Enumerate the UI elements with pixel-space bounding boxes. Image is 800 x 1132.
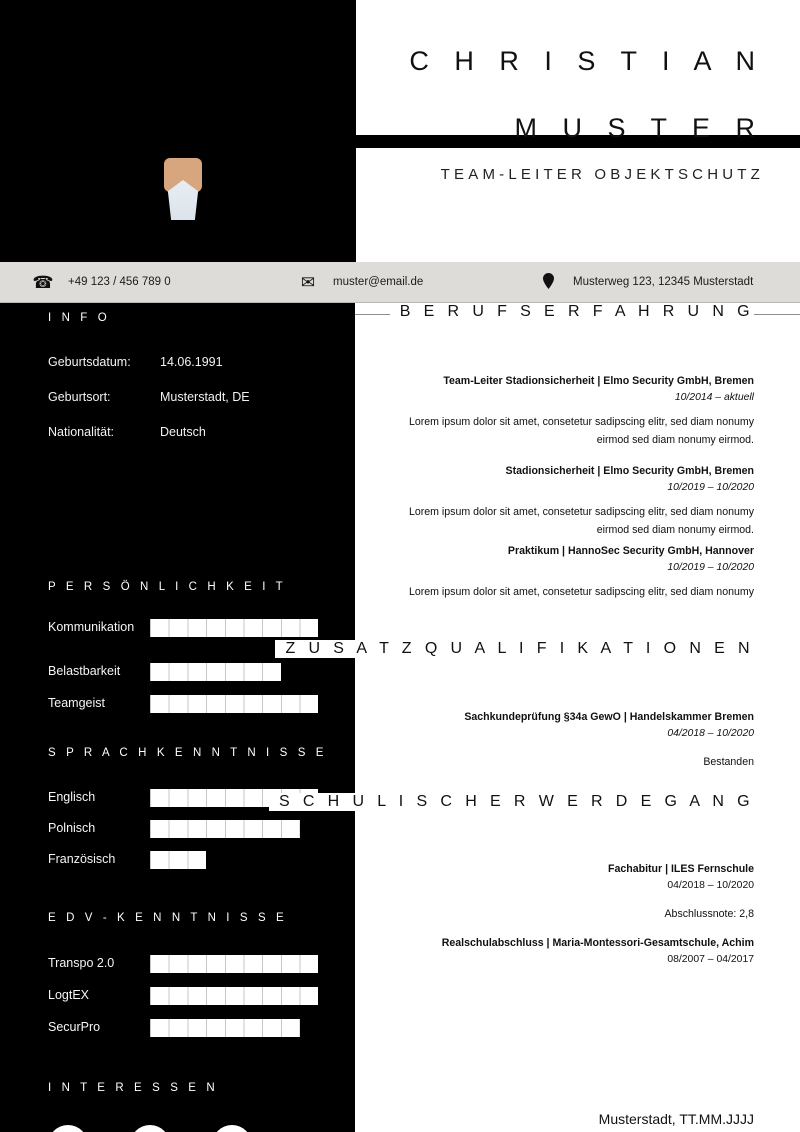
- header-band: [0, 0, 800, 262]
- skill-bar: [150, 1019, 300, 1037]
- sidebar-heading-info: I N F O: [48, 312, 111, 324]
- entry-note: Bestanden: [703, 756, 754, 768]
- info-value: Deutsch: [160, 425, 206, 439]
- skill-bar: [150, 820, 300, 838]
- education-entry: [384, 861, 754, 923]
- entry-description: Lorem ipsum dolor sit amet, consetetur sadipscing elitr, sed diam nonumy eirmod sed diam nonumy eirmod.: [408, 416, 754, 446]
- main-column: [278, 303, 800, 1132]
- entry-title: Stadionsicherheit | Elmo Security GmbH, Bremen: [505, 465, 754, 477]
- section-heading-education: S C H U L I S C H E R W E R D E G A N G: [269, 793, 754, 811]
- location-pin-icon: [535, 273, 561, 292]
- sidebar-heading-software: E D V - K E N N T N I S S E: [48, 912, 288, 924]
- skill-bar: [150, 663, 281, 681]
- skill-label: Transpo 2.0: [48, 956, 115, 970]
- sidebar-heading-interests: I N T E R E S S E N: [48, 1082, 219, 1094]
- telephone-icon: ☎: [32, 272, 54, 292]
- contact-address[interactable]: [535, 262, 770, 302]
- interest-circle-icon: [130, 1125, 170, 1132]
- education-entry: [384, 935, 754, 968]
- entry-date: 08/2007 – 04/2017: [667, 954, 754, 965]
- info-label: Geburtsdatum:: [48, 355, 131, 369]
- contact-phone[interactable]: [0, 262, 295, 302]
- interest-icons: [48, 1125, 252, 1132]
- info-label: Geburtsort:: [48, 390, 111, 404]
- envelope-icon: ✉: [300, 272, 316, 292]
- skill-bar: [150, 851, 206, 869]
- skill-label: LogtEX: [48, 988, 90, 1002]
- entry-date: 04/2018 – 10/2020: [667, 880, 754, 891]
- entry-title: Fachabitur | ILES Fernschule: [607, 863, 754, 875]
- skill-label: Französisch: [48, 852, 116, 866]
- signature-line: Musterstadt, TT.MM.JJJJ: [598, 1111, 754, 1127]
- info-label: Nationalität:: [48, 425, 115, 439]
- entry-description: Lorem ipsum dolor sit amet, consetetur sadipscing elitr, sed diam nonumy eirmod sed diam nonumy eirmod.: [408, 506, 754, 536]
- contact-email[interactable]: [295, 262, 535, 302]
- first-name: C H R I S T I A N: [409, 46, 764, 76]
- interest-circle-icon: [212, 1125, 252, 1132]
- last-name: M U S T E R: [514, 113, 764, 143]
- entry-title: Team-Leiter Stadionsicherheit | Elmo Security GmbH, Bremen: [443, 375, 754, 387]
- address-text: Musterweg 123, 12345 Musterstadt: [573, 276, 754, 288]
- section-heading-experience: B E R U F S E R F A H R U N G: [390, 303, 754, 321]
- entry-title: Realschulabschluss | Maria-Montessori-Gesamtschule, Achim: [441, 937, 754, 949]
- skill-label: Belastbarkeit: [48, 664, 121, 678]
- experience-entry: [384, 463, 754, 539]
- skill-label: SecurPro: [48, 1020, 101, 1034]
- skill-bar: [150, 695, 318, 713]
- email-text: muster@email.de: [333, 276, 424, 288]
- section-heading-additional: Z U S A T Z Q U A L I F I K A T I O N E N: [275, 640, 754, 658]
- entry-date: 10/2014 – aktuell: [674, 392, 754, 403]
- info-value: 14.06.1991: [160, 355, 223, 369]
- info-value: Musterstadt, DE: [160, 390, 250, 404]
- entry-title: Praktikum | HannoSec Security GmbH, Hannover: [507, 545, 754, 557]
- skill-bar: [150, 619, 318, 637]
- phone-text: +49 123 / 456 789 0: [68, 276, 171, 288]
- skill-bar: [150, 987, 318, 1005]
- additional-entry: [384, 709, 754, 771]
- entry-date: 10/2019 – 10/2020: [667, 562, 754, 573]
- experience-entry: [384, 373, 754, 449]
- contact-bar: [0, 262, 800, 303]
- entry-title: Sachkundeprüfung §34a GewO | Handelskammer Bremen: [464, 711, 754, 723]
- info-row: [48, 390, 250, 404]
- sidebar: [0, 303, 355, 1132]
- entry-note: Abschlussnote: 2,8: [664, 908, 754, 920]
- job-title: TEAM-LEITER OBJEKTSCHUTZ: [440, 166, 764, 183]
- skill-label: Polnisch: [48, 821, 96, 835]
- info-row: [48, 355, 223, 369]
- sidebar-heading-languages: S P R A C H K E N N T N I S S E: [48, 747, 328, 759]
- entry-description: Lorem ipsum dolor sit amet, consetetur sadipscing elitr, sed diam nonumy: [408, 586, 754, 598]
- entry-date: 04/2018 – 10/2020: [667, 728, 754, 739]
- name-block: [360, 0, 782, 262]
- interest-circle-icon: [48, 1125, 88, 1132]
- skill-label: Teamgeist: [48, 696, 105, 710]
- skill-bar: [150, 955, 318, 973]
- skill-label: Englisch: [48, 790, 96, 804]
- sidebar-heading-personality: P E R S Ö N L I C H K E I T: [48, 581, 287, 593]
- skill-label: Kommunikation: [48, 620, 135, 634]
- portrait-photo: [88, 0, 278, 220]
- experience-entry: [384, 543, 754, 601]
- entry-date: 10/2019 – 10/2020: [667, 482, 754, 493]
- info-row: [48, 425, 206, 439]
